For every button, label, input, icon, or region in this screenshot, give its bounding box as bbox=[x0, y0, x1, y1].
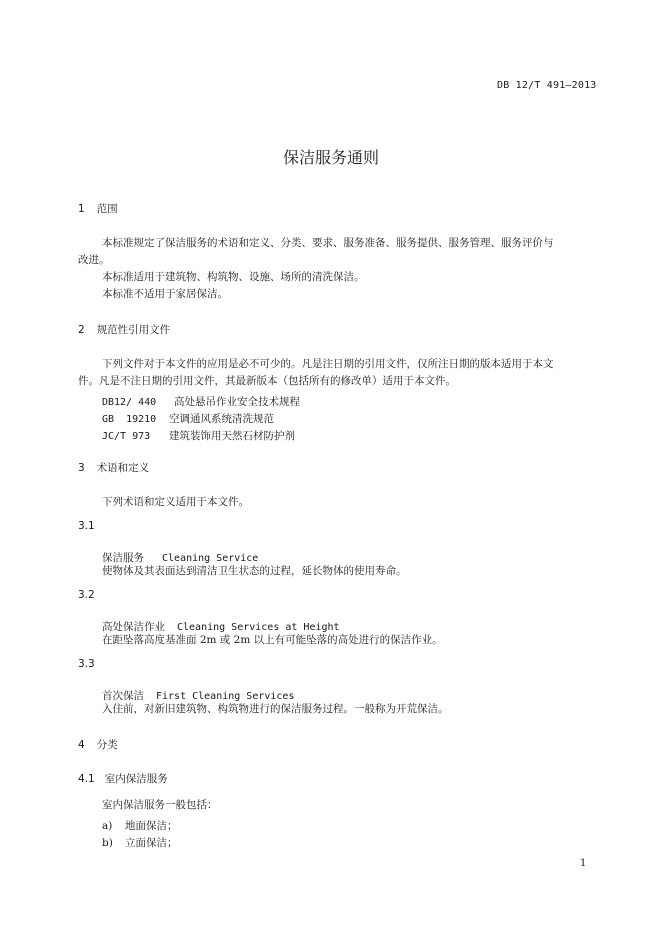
term-english: First Cleaning Services bbox=[156, 691, 295, 702]
term-number: 3.2 bbox=[78, 589, 95, 601]
reference-title: 建筑装饰用天然石材防护剂 bbox=[169, 430, 295, 442]
term-chinese: 首次保洁 bbox=[102, 690, 144, 702]
list-text: 地面保洁； bbox=[125, 820, 178, 832]
page-title: 保洁服务通则 bbox=[282, 148, 379, 167]
section-number: 2 bbox=[78, 324, 85, 336]
section-title: 规范性引用文件 bbox=[96, 324, 171, 336]
list-item bbox=[102, 831, 178, 850]
term-english: Cleaning Service bbox=[162, 553, 259, 564]
paragraph: 本标准不适用于家居保洁。 bbox=[102, 288, 228, 300]
reference-title: 高处悬吊作业安全技术规程 bbox=[174, 396, 300, 408]
paragraph-line: 件。凡是不注日期的引用文件，其最新版本（包括所有的修改单）适用于本文件。 bbox=[78, 375, 456, 387]
reference-code: GB 19210 bbox=[102, 414, 157, 425]
section-title: 范围 bbox=[96, 203, 118, 215]
section-number: 4 bbox=[78, 739, 85, 751]
term-definition: 在距坠落高度基准面 2m 或 2m 以上有可能坠落的高处进行的保洁作业。 bbox=[102, 634, 443, 646]
paragraph-line: 下列文件对于本文件的应用是必不可少的。凡是注日期的引用文件，仅所注日期的版本适用于本文 bbox=[102, 358, 554, 370]
list-label: b) bbox=[102, 837, 113, 849]
reference-title: 空调通风系统清洗规范 bbox=[169, 413, 274, 425]
section-title: 分类 bbox=[96, 739, 118, 751]
paragraph: 本标准适用于建筑物、构筑物、设施、场所的清洗保洁。 bbox=[102, 271, 365, 283]
paragraph: 室内保洁服务一般包括： bbox=[102, 799, 218, 811]
term-chinese: 保洁服务 bbox=[102, 552, 144, 564]
term-chinese: 高处保洁作业 bbox=[102, 621, 165, 633]
page-number: 1 bbox=[580, 858, 587, 869]
reference-code: DB12/ 440 bbox=[102, 397, 157, 408]
paragraph: 下列术语和定义适用于本文件。 bbox=[102, 496, 249, 508]
section-number: 1 bbox=[78, 203, 85, 215]
term-english: Cleaning Services at Height bbox=[177, 622, 340, 633]
paragraph-line: 改进。 bbox=[78, 254, 110, 266]
term-definition: 使物体及其表面达到清洁卫生状态的过程，延长物体的使用寿命。 bbox=[102, 565, 407, 577]
section-title: 术语和定义 bbox=[96, 462, 150, 474]
paragraph-line: 本标准规定了保洁服务的术语和定义、分类、要求、服务准备、服务提供、服务管理、服务评价与 bbox=[102, 237, 554, 249]
term-definition: 入住前，对新旧建筑物、构筑物进行的保洁服务过程。一般称为开荒保洁。 bbox=[102, 703, 449, 715]
section-number: 3 bbox=[78, 462, 85, 474]
reference-item bbox=[102, 424, 295, 443]
term-number: 3.3 bbox=[78, 658, 95, 670]
reference-code: JC/T 973 bbox=[102, 431, 151, 442]
term-number: 3.1 bbox=[78, 520, 95, 532]
section-heading-3 bbox=[78, 460, 149, 475]
section-heading-4 bbox=[78, 737, 118, 752]
document-code: DB 12/T 491—2013 bbox=[497, 80, 597, 91]
list-label: a) bbox=[102, 820, 113, 832]
subsection-heading-4-1 bbox=[78, 771, 168, 786]
subsection-title: 室内保洁服务 bbox=[104, 773, 168, 785]
section-heading-1 bbox=[78, 201, 118, 216]
subsection-number: 4.1 bbox=[78, 773, 95, 785]
list-text: 立面保洁； bbox=[125, 837, 178, 849]
section-heading-2 bbox=[78, 322, 170, 337]
